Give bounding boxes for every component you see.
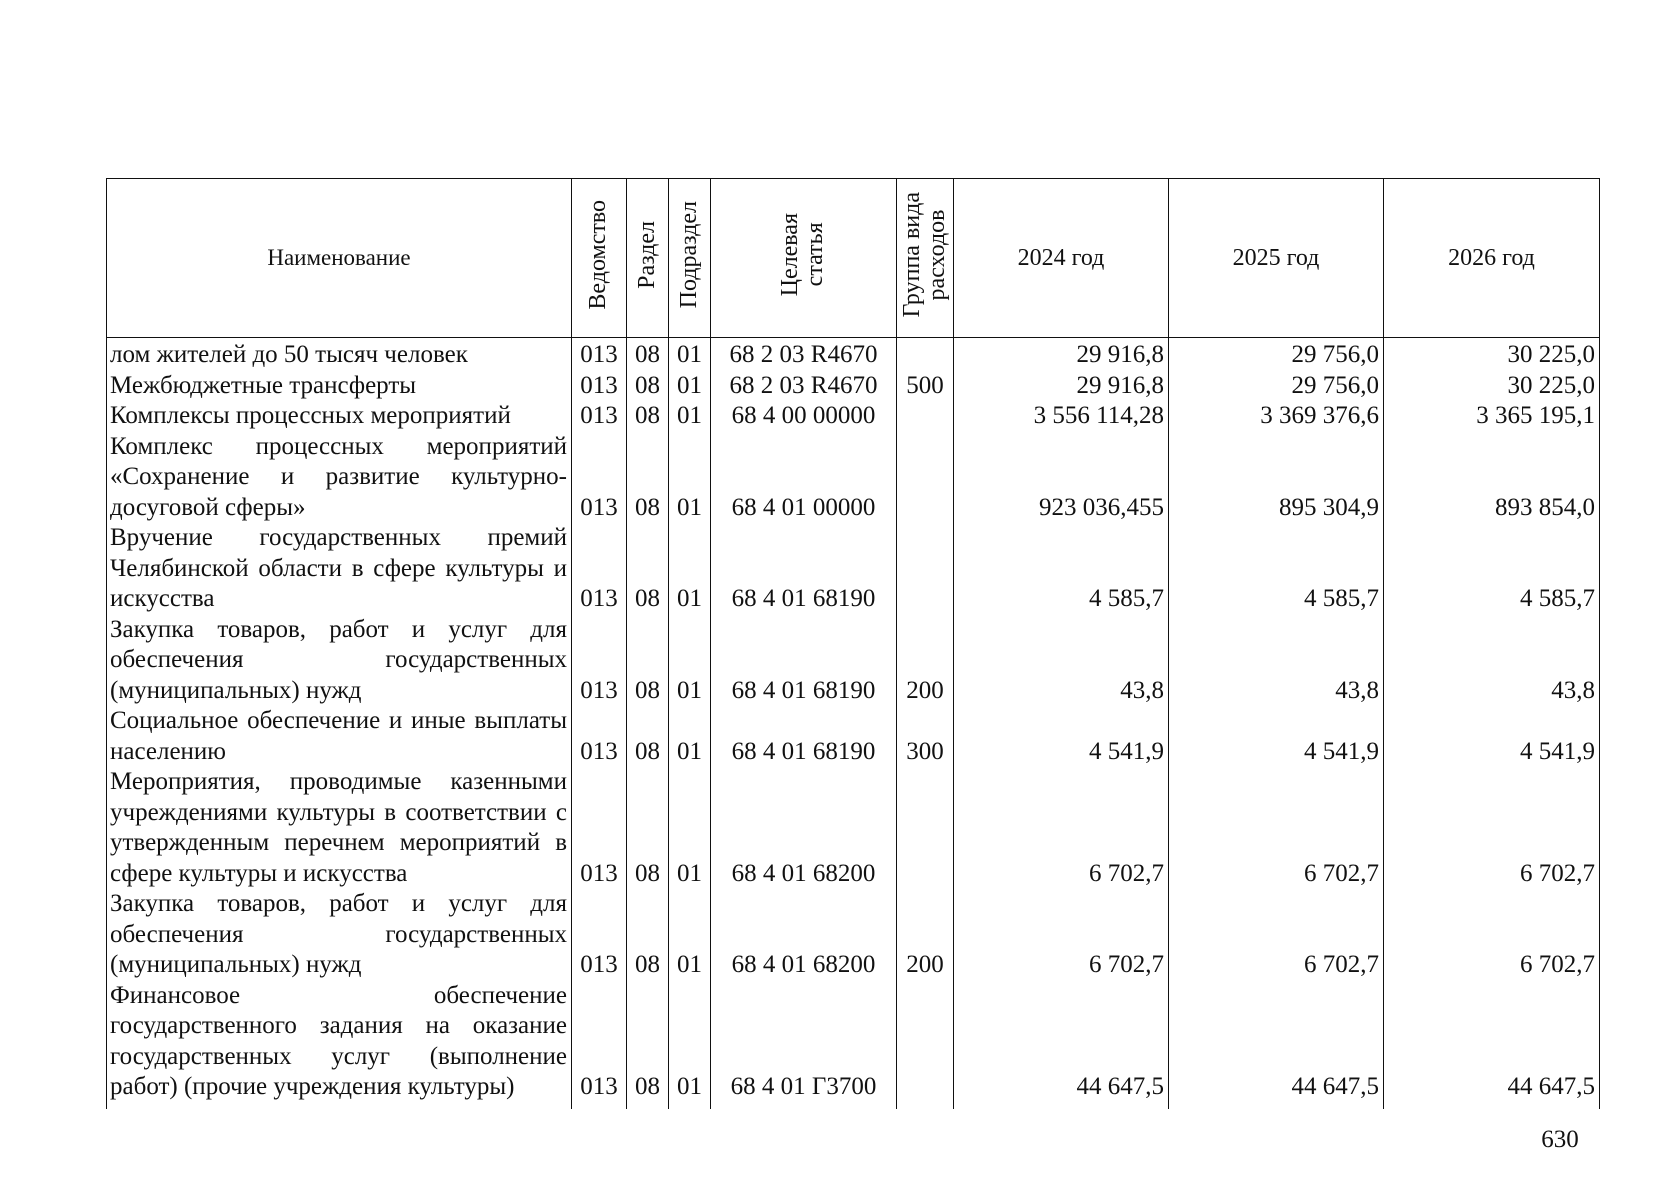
row-gruppa <box>897 432 954 524</box>
row-value-2026: 44 647,5 <box>1384 981 1600 1109</box>
header-2024: 2024 год <box>954 179 1169 338</box>
budget-table <box>106 178 1600 1109</box>
row-podrazdel: 01 <box>669 371 711 402</box>
page-number: 630 <box>1541 1126 1579 1153</box>
row-value-2024: 29 916,8 <box>954 371 1169 402</box>
row-razdel: 08 <box>627 401 669 432</box>
row-celevaya-statya: 68 4 01 68200 <box>711 767 897 889</box>
row-name: Комплексы процессных мероприятий <box>107 401 572 432</box>
row-value-2025: 4 541,9 <box>1169 706 1384 767</box>
row-celevaya-statya: 68 2 03 R4670 <box>711 371 897 402</box>
row-gruppa: 200 <box>897 615 954 707</box>
row-name: Социальное обеспечение и иные выплаты населению <box>107 706 572 767</box>
row-value-2024: 4 541,9 <box>954 706 1169 767</box>
row-celevaya-statya: 68 4 01 00000 <box>711 432 897 524</box>
table-row <box>107 338 1600 371</box>
row-podrazdel: 01 <box>669 981 711 1109</box>
row-vedomstvo: 013 <box>572 371 627 402</box>
table-row <box>107 432 1600 524</box>
row-vedomstvo: 013 <box>572 401 627 432</box>
row-value-2026: 3 365 195,1 <box>1384 401 1600 432</box>
header-vedomstvo: Ведомство <box>572 179 627 338</box>
row-value-2025: 3 369 376,6 <box>1169 401 1384 432</box>
row-value-2025: 6 702,7 <box>1169 767 1384 889</box>
row-value-2026: 43,8 <box>1384 615 1600 707</box>
row-value-2024: 6 702,7 <box>954 767 1169 889</box>
row-celevaya-statya: 68 4 00 00000 <box>711 401 897 432</box>
header-2025: 2025 год <box>1169 179 1384 338</box>
table-header-row <box>107 179 1600 338</box>
row-celevaya-statya: 68 4 01 68190 <box>711 615 897 707</box>
row-podrazdel: 01 <box>669 767 711 889</box>
row-podrazdel: 01 <box>669 401 711 432</box>
row-razdel: 08 <box>627 889 669 981</box>
row-razdel: 08 <box>627 338 669 371</box>
row-value-2025: 43,8 <box>1169 615 1384 707</box>
table-row <box>107 401 1600 432</box>
row-razdel: 08 <box>627 706 669 767</box>
row-value-2026: 4 585,7 <box>1384 523 1600 615</box>
row-podrazdel: 01 <box>669 615 711 707</box>
row-podrazdel: 01 <box>669 889 711 981</box>
table-body <box>107 338 1600 1109</box>
row-podrazdel: 01 <box>669 706 711 767</box>
row-name: Мероприятия, проводимые казенными учреждениями культуры в соответствии с утвержденным перечнем мероприятий в сфере культуры и искусства <box>107 767 572 889</box>
row-value-2025: 29 756,0 <box>1169 338 1384 371</box>
row-value-2026: 30 225,0 <box>1384 371 1600 402</box>
row-value-2024: 923 036,455 <box>954 432 1169 524</box>
row-gruppa <box>897 767 954 889</box>
row-value-2025: 29 756,0 <box>1169 371 1384 402</box>
row-gruppa <box>897 338 954 371</box>
row-podrazdel: 01 <box>669 523 711 615</box>
row-name: Вручение государственных премий Челябинской области в сфере культуры и искусства <box>107 523 572 615</box>
table-row <box>107 889 1600 981</box>
row-celevaya-statya: 68 4 01 Г3700 <box>711 981 897 1109</box>
row-vedomstvo: 013 <box>572 767 627 889</box>
header-podrazdel: Подраздел <box>669 179 711 338</box>
row-razdel: 08 <box>627 432 669 524</box>
table-row <box>107 523 1600 615</box>
row-value-2026: 30 225,0 <box>1384 338 1600 371</box>
row-celevaya-statya: 68 2 03 R4670 <box>711 338 897 371</box>
row-razdel: 08 <box>627 615 669 707</box>
row-name: Межбюджетные трансферты <box>107 371 572 402</box>
row-razdel: 08 <box>627 981 669 1109</box>
header-gruppa-vida-rashodov: Группа вида расходов <box>897 179 954 338</box>
row-gruppa <box>897 401 954 432</box>
header-razdel: Раздел <box>627 179 669 338</box>
row-vedomstvo: 013 <box>572 889 627 981</box>
row-gruppa: 200 <box>897 889 954 981</box>
row-celevaya-statya: 68 4 01 68200 <box>711 889 897 981</box>
row-gruppa: 500 <box>897 371 954 402</box>
header-name: Наименование <box>107 179 572 338</box>
row-name: Комплекс процессных мероприятий «Сохранение и развитие культурно-досуговой сферы» <box>107 432 572 524</box>
table-row <box>107 615 1600 707</box>
row-value-2024: 6 702,7 <box>954 889 1169 981</box>
row-vedomstvo: 013 <box>572 338 627 371</box>
row-name: лом жителей до 50 тысяч человек <box>107 338 572 371</box>
table-row <box>107 706 1600 767</box>
row-value-2025: 44 647,5 <box>1169 981 1384 1109</box>
row-value-2025: 895 304,9 <box>1169 432 1384 524</box>
table-row <box>107 767 1600 889</box>
row-vedomstvo: 013 <box>572 706 627 767</box>
row-razdel: 08 <box>627 371 669 402</box>
row-value-2025: 4 585,7 <box>1169 523 1384 615</box>
row-razdel: 08 <box>627 523 669 615</box>
row-gruppa: 300 <box>897 706 954 767</box>
row-name: Закупка товаров, работ и услуг для обеспечения государственных (муниципальных) нужд <box>107 889 572 981</box>
row-celevaya-statya: 68 4 01 68190 <box>711 706 897 767</box>
row-gruppa <box>897 523 954 615</box>
row-value-2026: 6 702,7 <box>1384 889 1600 981</box>
table-row <box>107 981 1600 1109</box>
row-razdel: 08 <box>627 767 669 889</box>
budget-table-sheet <box>106 178 1599 1109</box>
row-vedomstvo: 013 <box>572 615 627 707</box>
row-celevaya-statya: 68 4 01 68190 <box>711 523 897 615</box>
row-podrazdel: 01 <box>669 338 711 371</box>
row-value-2024: 4 585,7 <box>954 523 1169 615</box>
row-vedomstvo: 013 <box>572 432 627 524</box>
header-2026: 2026 год <box>1384 179 1600 338</box>
row-value-2024: 44 647,5 <box>954 981 1169 1109</box>
row-name: Закупка товаров, работ и услуг для обеспечения государственных (муниципальных) нужд <box>107 615 572 707</box>
row-value-2024: 43,8 <box>954 615 1169 707</box>
row-value-2024: 3 556 114,28 <box>954 401 1169 432</box>
row-podrazdel: 01 <box>669 432 711 524</box>
row-value-2026: 6 702,7 <box>1384 767 1600 889</box>
row-name: Финансовое обеспечение государственного задания на оказание государственных услуг (выполнение работ) (прочие учреждения культуры) <box>107 981 572 1109</box>
header-celevaya-statya: Целевая статья <box>711 179 897 338</box>
row-gruppa <box>897 981 954 1109</box>
row-value-2025: 6 702,7 <box>1169 889 1384 981</box>
table-row <box>107 371 1600 402</box>
row-value-2026: 4 541,9 <box>1384 706 1600 767</box>
row-vedomstvo: 013 <box>572 981 627 1109</box>
row-vedomstvo: 013 <box>572 523 627 615</box>
row-value-2024: 29 916,8 <box>954 338 1169 371</box>
row-value-2026: 893 854,0 <box>1384 432 1600 524</box>
